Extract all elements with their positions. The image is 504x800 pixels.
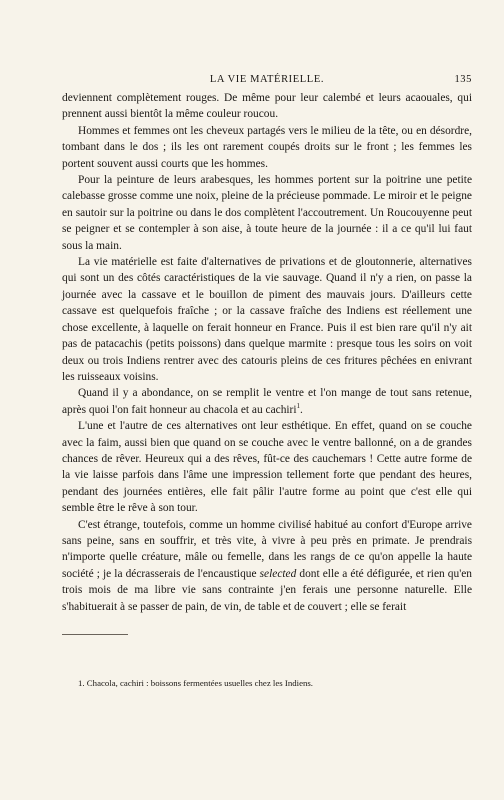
footnote: 1. Chacola, cachiri : boissons fermentées usuelles chez les Indiens. xyxy=(78,678,313,688)
paragraph xyxy=(62,517,472,615)
body-text xyxy=(62,90,472,615)
running-header xyxy=(62,74,472,88)
running-title: LA VIE MATÉRIELLE. xyxy=(209,74,325,85)
paragraph: La vie matérielle est faite d'alternatives de privations et de gloutonnerie, alternatives qui sont un des côtés caractéristiques de la vie sauvage. Quand il n'y a rien, on passe la journée avec la cassave et le bouillon de piment des mauvais jours. D'ailleurs cette cassave est quelquefois fraîche ; or la cassave fraîche des Indiens est réellement une chose excellente, à laquelle on ferait honneur en France. Puis il est bien rare qu'il n'y ait pas de patacachis (petits poissons) dans quelque marmite : presque tous les soirs on voit deux ou trois Indiens rentrer avec des catouris pleins de ces fritures pêchées en enivrant les ruisseaux voisins. xyxy=(62,256,472,383)
paragraph-text: . xyxy=(300,403,303,416)
paragraph: Pour la peinture de leurs arabesques, les hommes portent sur la poitrine une petite calebasse grosse comme une noix, pleine de la précieuse pommade. Le miroir et le peigne en sautoir sur la poitrine ou dans le dos complètent l'accoutrement. Un Roucouyenne peut se peigner et se contempler à son aise, à toute heure de la journée : il a ce qu'il lui faut sous la main. xyxy=(62,174,472,252)
paragraph-text: Quand il y a abondance, on se remplit le ventre et l'on mange de tout sans retenue, après quoi l'on fait honneur au chacola et au cachiri xyxy=(62,387,472,416)
footnote-reference: 1 xyxy=(296,401,301,410)
paragraph-text: dont elle a été défigurée, et rien qu'en trois mois de ma libre vie sans contrainte j'en ferais une personne naturelle. Elle s'habituerait à se passer de pain, de vin, de table et de couvert ; elle se ferait xyxy=(62,567,473,613)
paragraph: deviennent complètement rouges. De même pour leur calembé et leurs acaouales, qui prennent aussi bientôt la même couleur roucou. xyxy=(62,92,472,121)
footnote-rule xyxy=(62,634,128,635)
page-number: 135 xyxy=(454,74,472,85)
italic-term: selected xyxy=(259,567,297,580)
paragraph xyxy=(62,385,472,418)
paragraph: Hommes et femmes ont les cheveux partagés vers le milieu de la tête, ou en désordre, tombant dans le dos ; ils les ont rarement coupés droits sur le front ; les femmes les portent souvent aussi courts que les hommes. xyxy=(62,124,472,170)
paragraph: L'une et l'autre de ces alternatives ont leur esthétique. En effet, quand on se couche avec la faim, aussi bien que quand on se couche avec le ventre ballonné, on a de grandes chances de rêver. Heureux qui a des rêves, fût-ce des cauchemars ! Cette autre forme de la vie laisse parfois dans l'âme une impression tellement forte que pendant des heures, pendant des journées entières, elle fait pâlir l'autre forme au point que c'est elle qui semble être le rêve à son tour. xyxy=(62,420,472,515)
paragraph-text: C'est étrange, toutefois, comme un homme civilisé habitué au confort d'Europe arrive sans peine, sans en souffrir, et très vite, à vivre à peu près en primate. Je prendrais n'importe quelle créature, mâle ou femelle, dans les rangs de ce qu'on appelle la haute société ; je la décrasserais de l'encaustique xyxy=(62,518,472,580)
